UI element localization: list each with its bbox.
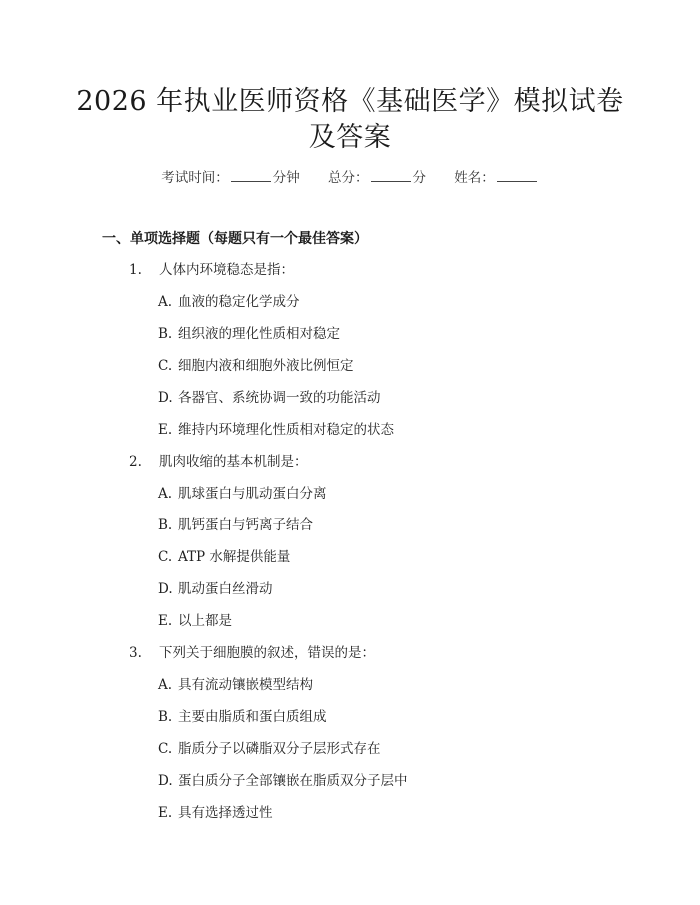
answer-option	[158, 547, 290, 567]
option-letter: A.	[158, 486, 173, 502]
answer-option	[158, 292, 300, 312]
exam-title-line-2: 及答案	[308, 122, 392, 153]
question-text: 肌肉收缩的基本机制是：	[159, 454, 308, 470]
option-text: 主要由脂质和蛋白质组成	[178, 709, 327, 725]
question-number: 3.	[129, 645, 142, 661]
question-stem	[129, 452, 308, 472]
answer-option	[158, 515, 313, 535]
answer-option	[158, 611, 232, 631]
option-text: 具有流动镶嵌模型结构	[178, 677, 313, 693]
option-text: 肌球蛋白与肌动蛋白分离	[178, 486, 327, 502]
answer-option	[158, 579, 273, 599]
option-letter: D.	[158, 390, 173, 406]
answer-option	[158, 420, 394, 440]
total-score-label: 总分：	[328, 170, 369, 186]
total-score-unit: 分	[412, 170, 426, 186]
option-letter: E.	[158, 613, 173, 629]
option-letter: B.	[158, 709, 173, 725]
name-blank	[497, 169, 537, 182]
question-stem	[129, 260, 294, 280]
answer-option	[158, 739, 381, 759]
option-text: 肌动蛋白丝滑动	[178, 581, 273, 597]
answer-option	[158, 803, 273, 823]
question-text: 下列关于细胞膜的叙述，错误的是：	[159, 645, 375, 661]
option-letter: C.	[158, 741, 173, 757]
name-label: 姓名：	[454, 170, 495, 186]
exam-title-line-1: 2026 年执业医师资格《基础医学》模拟试卷	[76, 86, 624, 117]
exam-time-label: 考试时间：	[161, 170, 229, 186]
option-letter: D.	[158, 581, 173, 597]
answer-option	[158, 707, 327, 727]
question-text: 人体内环境稳态是指：	[159, 262, 294, 278]
answer-option	[158, 356, 354, 376]
option-text: 维持内环境理化性质相对稳定的状态	[178, 422, 394, 438]
name-field	[454, 168, 539, 188]
option-text: 肌钙蛋白与钙离子结合	[178, 517, 313, 533]
option-text: ATP 水解提供能量	[178, 549, 291, 565]
answer-option	[158, 388, 381, 408]
option-letter: C.	[158, 358, 173, 374]
answer-option	[158, 324, 340, 344]
option-text: 具有选择透过性	[178, 805, 273, 821]
total-score-field	[328, 168, 426, 188]
option-text: 细胞内液和细胞外液比例恒定	[178, 358, 354, 374]
answer-option	[158, 771, 408, 791]
total-score-blank	[371, 169, 411, 182]
exam-time-field	[161, 168, 300, 188]
option-text: 各器官、系统协调一致的功能活动	[178, 390, 381, 406]
option-letter: D.	[158, 773, 173, 789]
option-letter: A.	[158, 294, 173, 310]
option-text: 以上都是	[178, 613, 232, 629]
option-letter: E.	[158, 422, 173, 438]
option-text: 脂质分子以磷脂双分子层形式存在	[178, 741, 381, 757]
question-stem	[129, 643, 375, 663]
option-letter: E.	[158, 805, 173, 821]
answer-option	[158, 675, 313, 695]
question-number: 1.	[129, 262, 142, 278]
option-text: 组织液的理化性质相对稳定	[178, 326, 340, 342]
answer-option	[158, 484, 327, 504]
option-letter: A.	[158, 677, 173, 693]
option-text: 血液的稳定化学成分	[178, 294, 300, 310]
option-text: 蛋白质分子全部镶嵌在脂质双分子层中	[178, 773, 408, 789]
exam-time-unit: 分钟	[272, 170, 300, 186]
option-letter: B.	[158, 326, 173, 342]
exam-meta-line	[0, 168, 700, 188]
option-letter: B.	[158, 517, 173, 533]
option-letter: C.	[158, 549, 173, 565]
exam-time-blank	[231, 169, 271, 182]
question-number: 2.	[129, 454, 142, 470]
section-heading-single-choice: 一、单项选择题（每题只有一个最佳答案）	[102, 231, 368, 247]
